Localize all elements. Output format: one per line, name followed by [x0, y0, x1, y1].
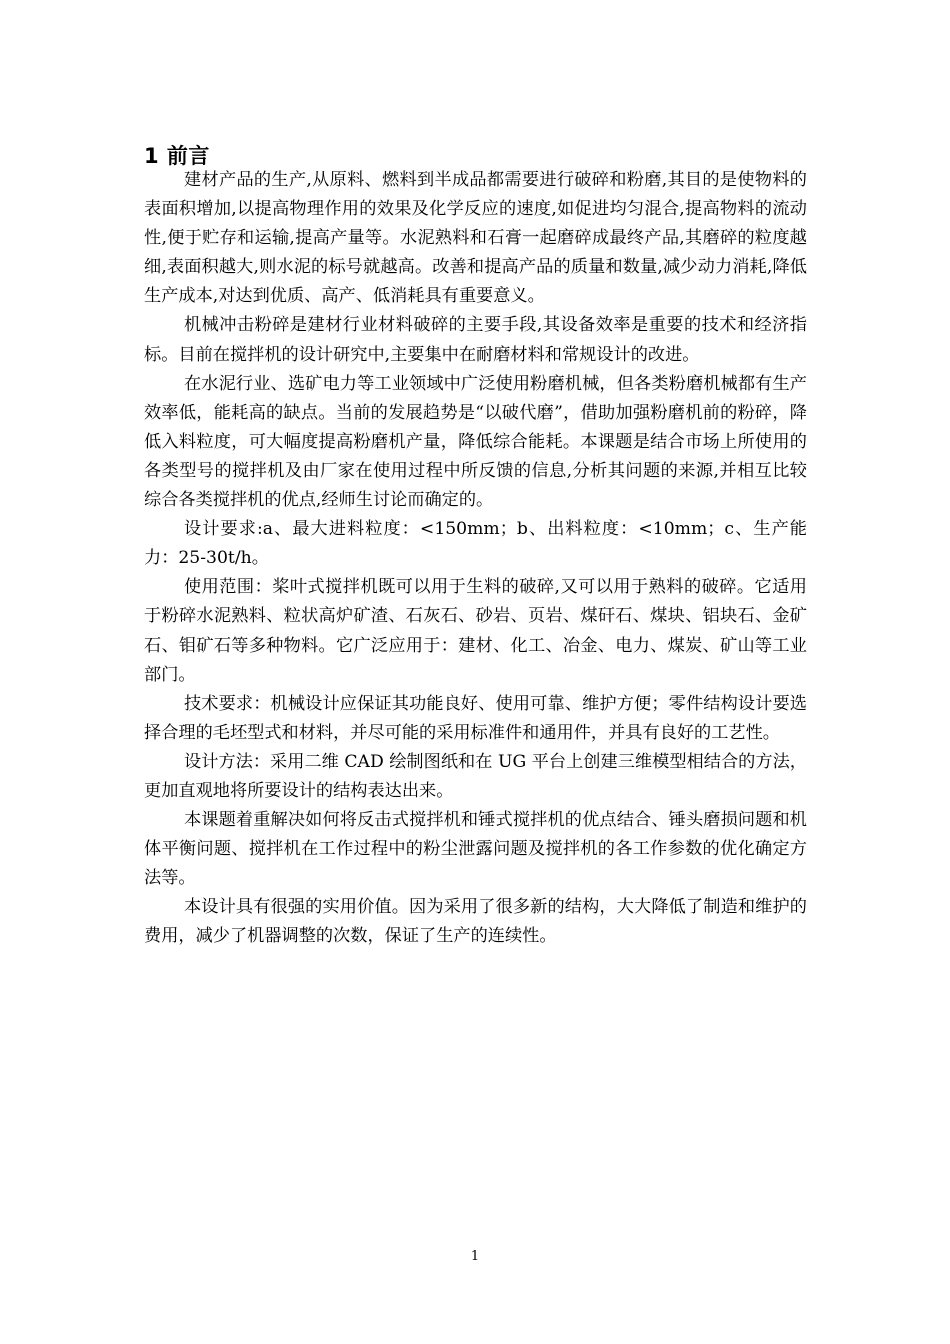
paragraph-practical-value: 本设计具有很强的实用价值。因为采用了很多新的结构，大大降低了制造和维护的费用，减少了机器调整的次数，保证了生产的连续性。 [144, 897, 807, 947]
paragraph-design-method: 设计方法：采用二维 CAD 绘制图纸和在 UG 平台上创建三维模型相结合的方法，更加直观地将所要设计的结构表达出来。 [144, 751, 807, 801]
page-number: 1 [470, 1249, 480, 1264]
paragraph-application-scope: 使用范围：桨叶式搅拌机既可以用于生料的破碎,又可以用于熟料的破碎。它适用于粉碎水泥熟料、粒状高炉矿渣、石灰石、砂岩、页岩、煤矸石、煤块、铝块石、金矿石、钼矿石等多种物料。它广泛应用于：建材、化工、冶金、电力、煤炭、矿山等工业部门。 [144, 577, 807, 685]
paragraph-technical-requirements: 技术要求：机械设计应保证其功能良好、使用可靠、维护方便；零件结构设计要选择合理的毛坯型式和材料，并尽可能的采用标准件和通用件，并具有良好的工艺性。 [144, 693, 807, 743]
body-text [144, 166, 807, 952]
paragraph-impact-crushing: 机械冲击粉碎是建材行业材料破碎的主要手段,其设备效率是重要的技术和经济指标。目前在搅拌机的设计研究中,主要集中在耐磨材料和常规设计的改进。 [144, 315, 807, 365]
paragraph-design-requirements: 设计要求:a、最大进料粒度：<150mm；b、出料粒度：<10mm；c、生产能力：25-30t/h。 [144, 519, 807, 569]
section-heading: 1 前言 [144, 144, 210, 168]
paragraph-industry-background: 在水泥行业、选矿电力等工业领域中广泛使用粉磨机械，但各类粉磨机械都有生产效率低，能耗高的缺点。当前的发展趋势是“以破代磨”，借助加强粉磨机前的粉碎，降低入料粒度，可大幅度提高粉磨机产量，降低综合能耗。本课题是结合市场上所使用的各类型号的搅拌机及由厂家在使用过程中所反馈的信息,分析其问题的来源,并相互比较综合各类搅拌机的优点,经师生讨论而确定的。 [144, 373, 807, 511]
paragraph-intro: 建材产品的生产,从原料、燃料到半成品都需要进行破碎和粉磨,其目的是使物料的表面积增加,以提高物理作用的效果及化学反应的速度,如促进均匀混合,提高物料的流动性,便于贮存和运输,提高产量等。水泥熟料和石膏一起磨碎成最终产品,其磨碎的粒度越细,表面积越大,则水泥的标号就越高。改善和提高产品的质量和数量,减少动力消耗,降低生产成本,对达到优质、高产、低消耗具有重要意义。 [144, 170, 807, 307]
paragraph-key-problems: 本课题着重解决如何将反击式搅拌机和锤式搅拌机的优点结合、锤头磨损问题和机体平衡问题、搅拌机在工作过程中的粉尘泄露问题及搅拌机的各工作参数的优化确定方法等。 [144, 810, 807, 889]
